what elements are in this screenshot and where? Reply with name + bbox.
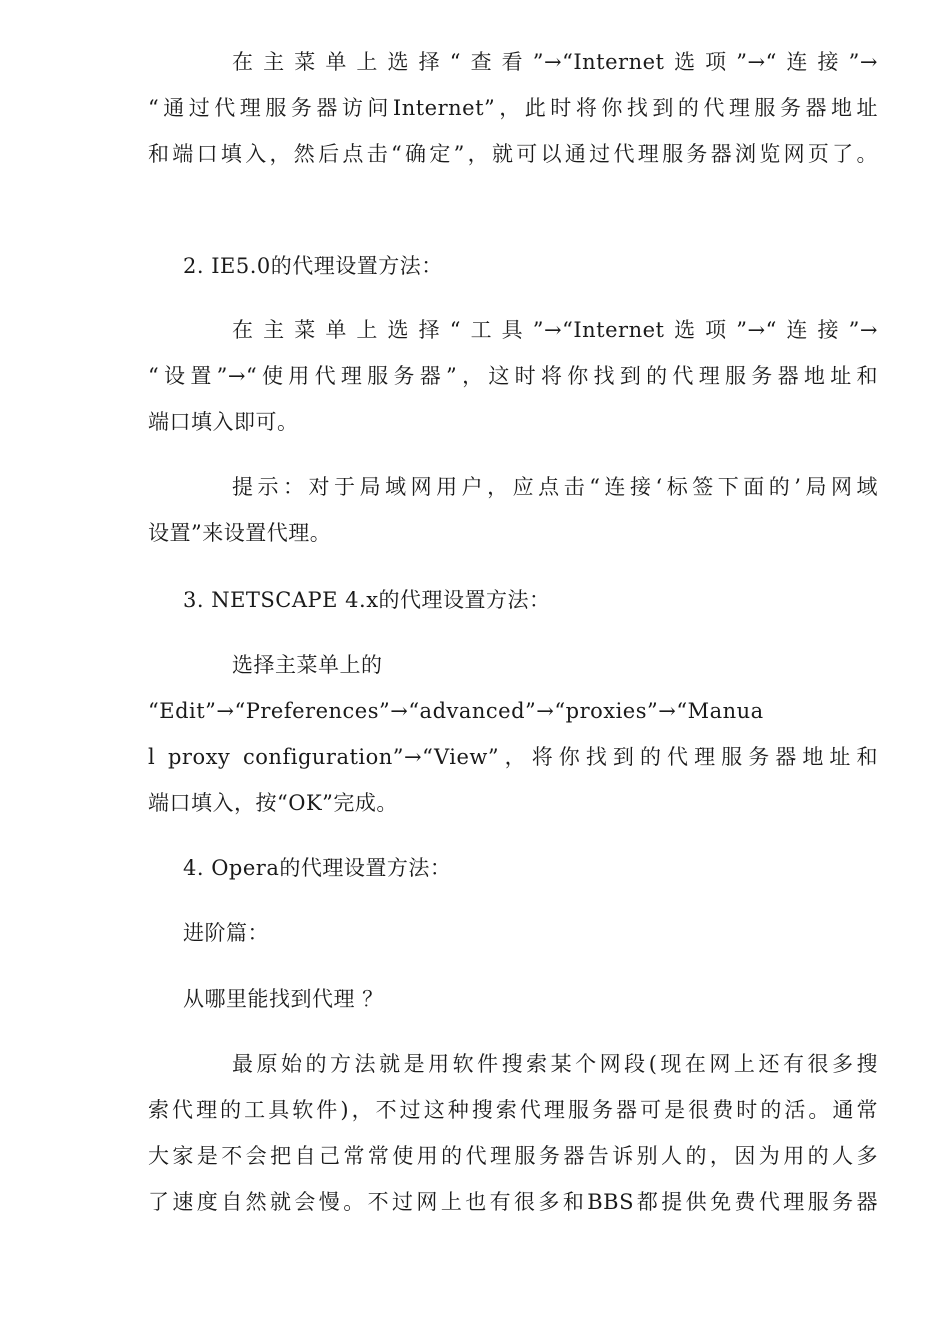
paragraph-ie4-line-1: 在主菜单上选择“查看”→“Internet选项”→“连接”→ (232, 50, 878, 74)
paragraph-ie5-line-1: 在主菜单上选择“工具”→“Internet选项”→“连接”→ (232, 318, 878, 342)
paragraph-search-line-4: 了速度自然就会慢。不过网上也有很多和BBS都提供免费代理服务器 (148, 1190, 878, 1214)
paragraph-ie4-line-3: 和端口填入，然后点击“确定”，就可以通过代理服务器浏览网页了。 (148, 142, 878, 166)
paragraph-netscape-line-1: 选择主菜单上的 (232, 653, 383, 677)
tip-line-2: 设置”来设置代理。 (148, 521, 332, 545)
paragraph-netscape-line-2: “Edit”→“Preferences”→“advanced”→“proxies”→“Manua (148, 699, 764, 723)
paragraph-search-line-1: 最原始的方法就是用软件搜索某个网段(现在网上还有很多搜 (232, 1052, 878, 1076)
paragraph-ie5-line-2: “设置”→“使用代理服务器”，这时将你找到的代理服务器地址和 (148, 364, 878, 388)
heading-where-to-find-proxy: 从哪里能找到代理 ？ (183, 987, 384, 1011)
heading-netscape: 3. NETSCAPE 4.x的代理设置方法： (183, 588, 551, 612)
paragraph-search-line-3: 大家是不会把自己常常使用的代理服务器告诉别人的，因为用的人多 (148, 1144, 878, 1168)
heading-ie5: 2. IE5.0的代理设置方法： (183, 254, 443, 278)
tip-line-1: 提示：对于局域网用户，应点击“连接‘标签下面的’局网域 (232, 475, 878, 499)
paragraph-netscape-line-3: l proxy configuration”→“View”，将你找到的代理服务器地址和 (148, 745, 878, 769)
paragraph-netscape-line-4: 端口填入，按“OK”完成。 (148, 791, 398, 815)
heading-opera: 4. Opera的代理设置方法： (183, 856, 452, 880)
paragraph-search-line-2: 索代理的工具软件)，不过这种搜索代理服务器可是很费时的活。通常 (148, 1098, 878, 1122)
heading-advanced: 进阶篇： (183, 921, 269, 945)
paragraph-ie5-line-3: 端口填入即可。 (148, 410, 299, 434)
paragraph-ie4-line-2: “通过代理服务器访问Internet”，此时将你找到的代理服务器地址 (148, 96, 878, 120)
